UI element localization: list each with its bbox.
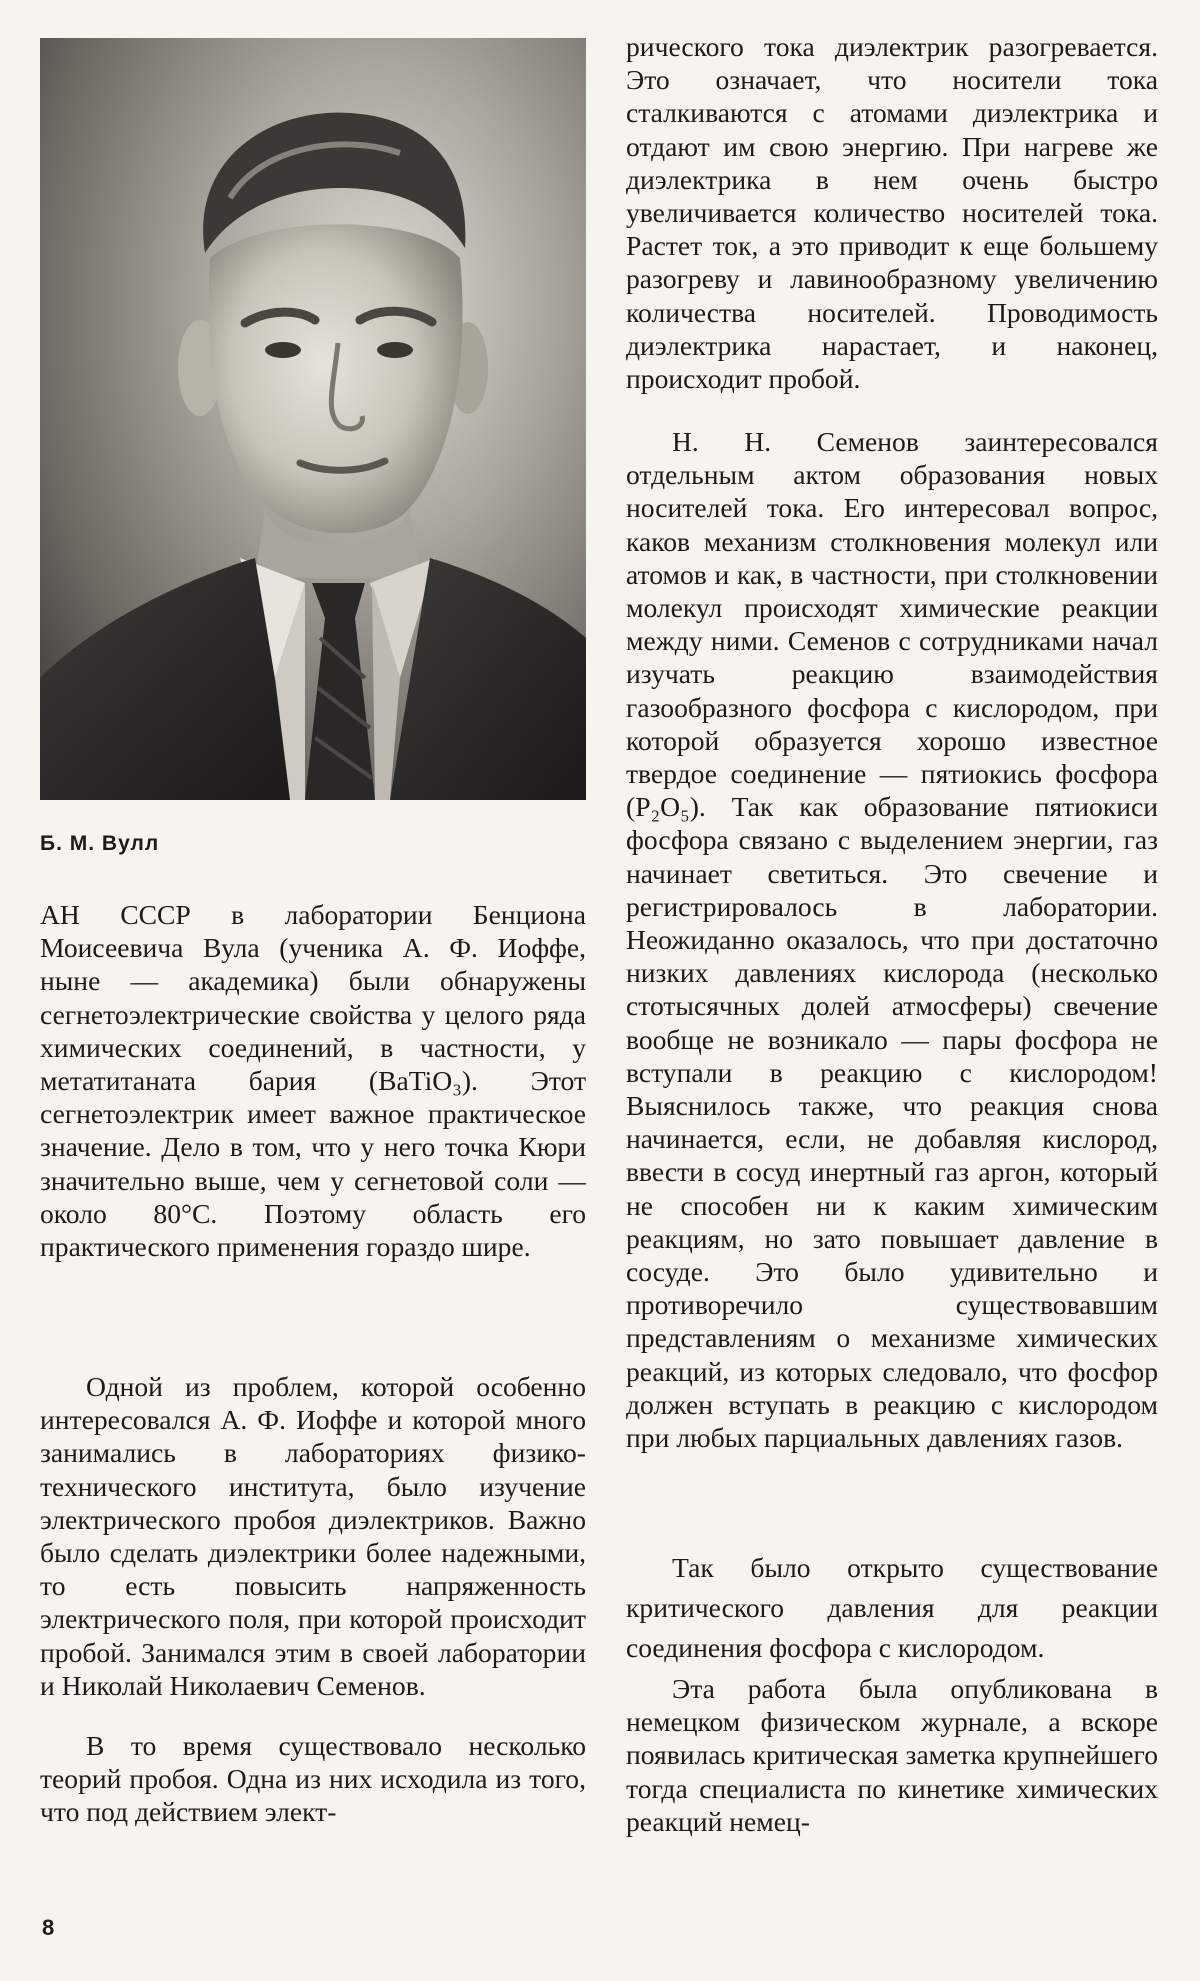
right-column-block-3 (626, 1548, 1158, 1668)
portrait-photo (40, 38, 586, 800)
left-column-block-3 (40, 1729, 586, 1829)
right-column-block-4 (626, 1672, 1158, 1838)
right-column-block-2 (626, 425, 1158, 1454)
left-column-block-2 (40, 1370, 586, 1702)
right-column-block-1 (626, 30, 1158, 395)
portrait-illustration (40, 38, 586, 800)
paragraph: В то время существовало несколько теорий пробоя. Одна из них исходила из того, что под действием элект- (40, 1730, 586, 1828)
paragraph: Эта работа была опубликована в немецком физическом журнале, а вскоре появилась критическая заметка крупнейшего тогда специалиста по кинетике химических реакций немец- (626, 1673, 1158, 1837)
photo-caption: Б. М. Вулл (40, 832, 160, 855)
left-column-block-1 (40, 898, 586, 1263)
paragraph: Так было открыто существование критического давления для реакции соединения фосфора с кислородом. (626, 1552, 1158, 1663)
paragraph: Одной из проблем, которой особенно интересовался А. Ф. Иоффе и которой много занимались в лабораториях физико-технического института, было изучение электрического пробоя диэлектриков. Важно было сделать диэлектрики более надежными, то есть повысить напряженность электрического поля, при которой происходит пробой. Занимался этим в своей лаборатории и Николай Николаевич Семенов. (40, 1371, 586, 1701)
paragraph: Н. Н. Семенов заинтересовался отдельным актом образования новых носителей тока. Его интересовал вопрос, каков механизм столкновения молекул или атомов и как, в частности, при столкновении молекул происходят химические реакции между ними. Семенов с сотрудниками начал изучать реакцию взаимодействия газообразного фосфора с кислородом, при которой образуется хорошо известное твердое соединение — пятиокись фосфора (P₂O₅). Так как образование пятиокиси фосфора связано с выделением энергии, газ начинает светиться. Это свечение и регистрировалось в лаборатории. Неожиданно оказалось, что при достаточно низких давлениях кислорода (несколько стотысячных долей атмосферы) свечение вообще не возникало — пары фосфора не вступали в реакцию с кислородом! Выяснилось также, что реакция снова начинается, если, не добавляя кислород, ввести в сосуд инертный газ аргон, который не способен ни к каким химическим реакциям, но зато повышает давление в сосуде. Это было удивительно и противоречило существовавшим представлениям о механизме химических реакций, из которых следовало, что фосфор должен вступать в реакцию с кислородом при любых парциальных давлениях газов. (626, 426, 1158, 1454)
paragraph: рического тока диэлектрик разогревается. Это означает, что носители тока сталкиваются с атомами диэлектрика и отдают им свою энергию. При нагреве же диэлектрика в нем очень быстро увеличивается количество носителей тока. Растет ток, а это приводит к еще большему разогреву и лавинообразному увеличению количества носителей. Проводимость диэлектрика нарастает, и наконец, происходит пробой. (626, 31, 1158, 395)
page-number: 8 (42, 1915, 55, 1940)
paragraph: АН СССР в лаборатории Бенциона Моисеевича Вула (ученика А. Ф. Иоффе, ныне — академика) были обнаружены сегнетоэлектрические свойства у целого ряда химических соединений, в частности, у метатитаната бария (BaTiO₃). Этот сегнетоэлектрик имеет важное практическое значение. Дело в том, что у него точка Кюри значительно выше, чем у сегнетовой соли — около 80°С. Поэтому область его практического применения гораздо шире. (40, 899, 586, 1263)
